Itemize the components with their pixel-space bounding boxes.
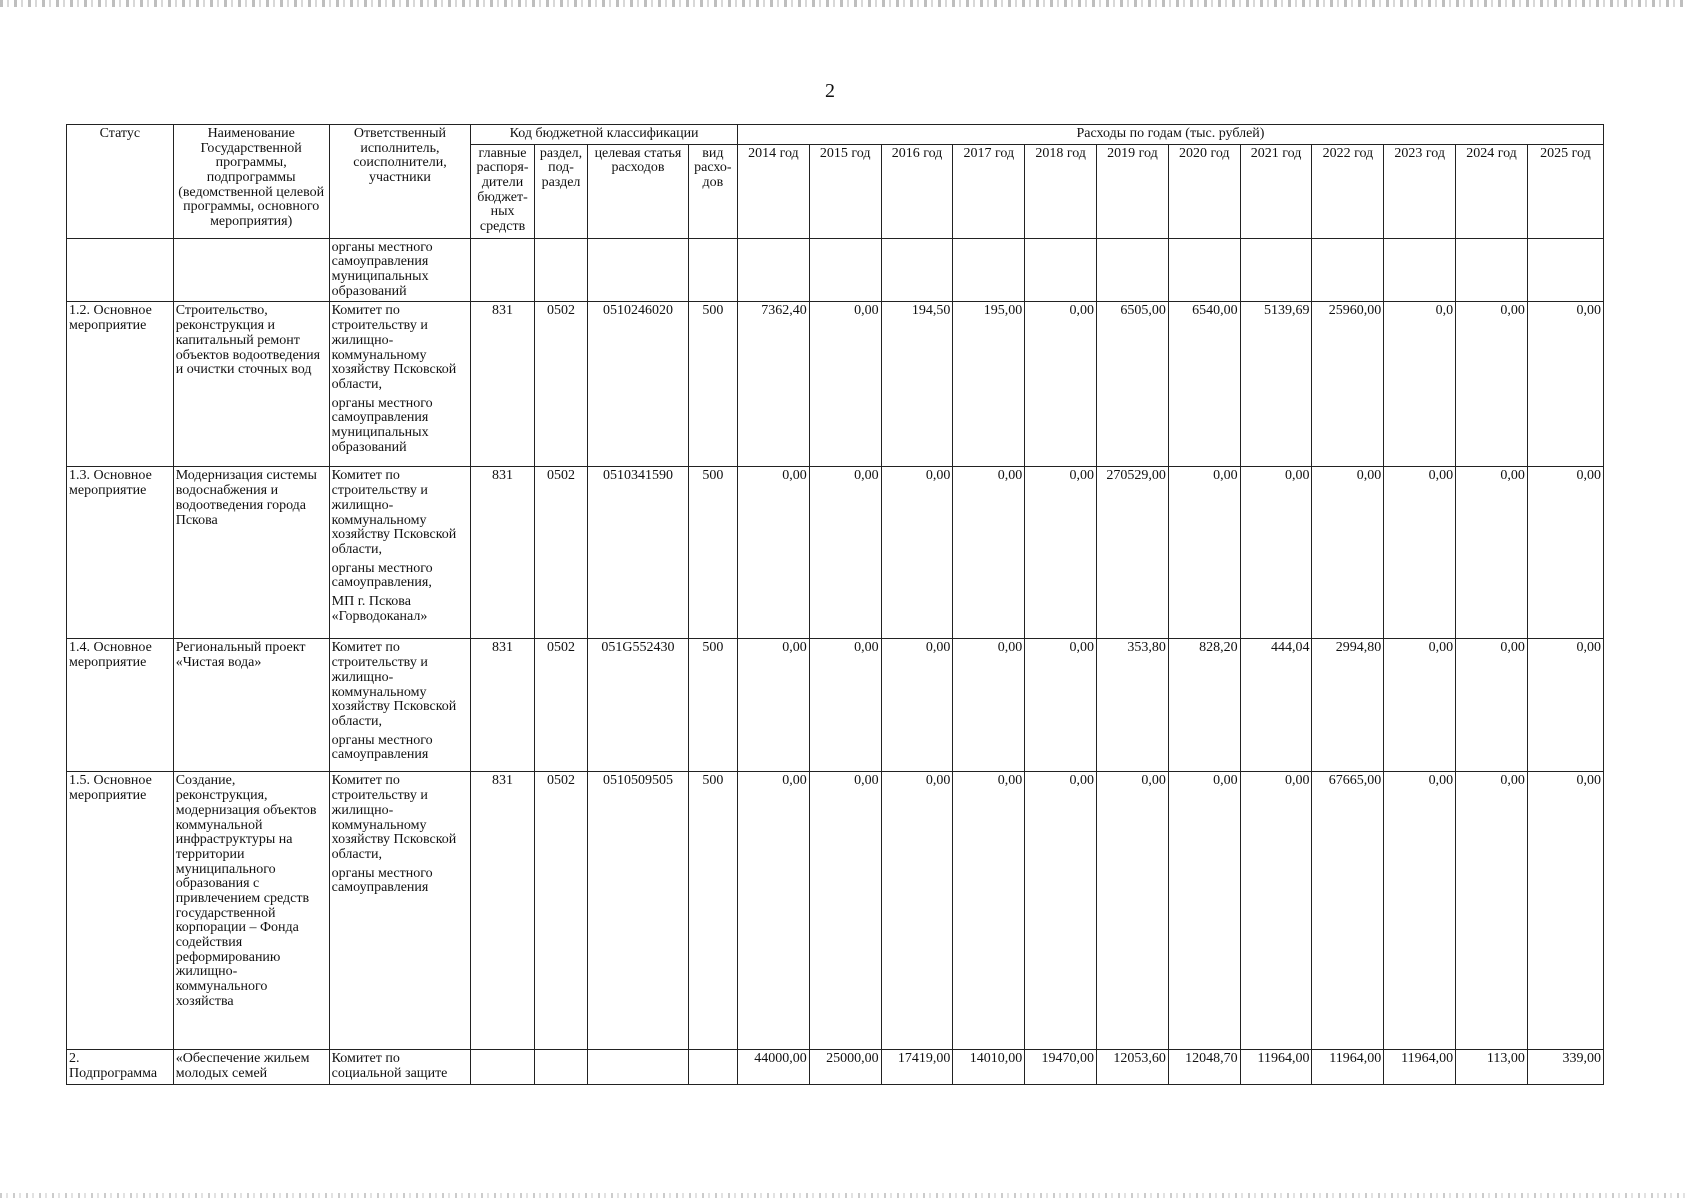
cell-code	[588, 1050, 689, 1084]
cell-value: 44000,00	[737, 1050, 809, 1084]
cell-value: 0,00	[1025, 302, 1097, 467]
cell-name: «Обеспечение жильем молодых семей	[173, 1050, 329, 1084]
page-number: 2	[825, 80, 835, 102]
col-header-year: 2016 год	[881, 144, 953, 238]
budget-table	[66, 124, 1604, 1085]
cell-value: 12048,70	[1168, 1050, 1240, 1084]
cell-value: 0,00	[809, 772, 881, 1050]
cell-value: 0,00	[1527, 772, 1603, 1050]
responsible-line: Комитет по строительству и жилищно-коммунальному хозяйству Псковской области,	[331, 773, 457, 862]
col-header-year: 2014 год	[737, 144, 809, 238]
cell-status: 2. Подпрограмма	[67, 1050, 174, 1084]
cell-code: 0502	[534, 772, 587, 1050]
cell-value: 0,00	[1456, 772, 1528, 1050]
cell-value: 11964,00	[1240, 1050, 1312, 1084]
cell-value: 353,80	[1097, 639, 1169, 772]
cell-value: 339,00	[1527, 1050, 1603, 1084]
cell-value: 0,00	[1527, 302, 1603, 467]
cell-code: 500	[688, 639, 737, 772]
cell-value: 0,00	[881, 639, 953, 772]
cell-value	[1456, 238, 1528, 302]
col-header-bcc-target: целевая статья расходов	[588, 144, 689, 238]
cell-code: 500	[688, 772, 737, 1050]
cell-value	[1527, 238, 1603, 302]
cell-value: 195,00	[953, 302, 1025, 467]
col-header-year: 2017 год	[953, 144, 1025, 238]
cell-value: 0,00	[1097, 772, 1169, 1050]
cell-value: 0,00	[1025, 639, 1097, 772]
cell-value: 0,00	[1384, 772, 1456, 1050]
cell-code	[471, 238, 535, 302]
cell-status: 1.4. Основное мероприятие	[67, 639, 174, 772]
col-header-year: 2023 год	[1384, 144, 1456, 238]
cell-value	[881, 238, 953, 302]
cell-code: 0510341590	[588, 467, 689, 639]
cell-name: Создание, реконструкция, модернизация объектов коммунальной инфраструктуры на территории муниципального образования с привлечением средств государственной корпорации – Фонда содействия реформированию жилищно-коммунального хозяйства	[173, 772, 329, 1050]
cell-value	[1097, 238, 1169, 302]
cell-value	[1384, 238, 1456, 302]
table-row	[67, 238, 1604, 302]
cell-code: 0502	[534, 639, 587, 772]
cell-code: 500	[688, 467, 737, 639]
cell-name	[173, 238, 329, 302]
cell-value: 0,00	[1312, 467, 1384, 639]
cell-value: 0,00	[1527, 467, 1603, 639]
cell-value: 0,00	[1240, 467, 1312, 639]
table-row	[67, 1050, 1604, 1084]
table-row	[67, 467, 1604, 639]
cell-value: 0,00	[953, 467, 1025, 639]
responsible-line: Комитет по социальной защите	[331, 1051, 448, 1082]
cell-value: 0,00	[1456, 302, 1528, 467]
cell-value: 828,20	[1168, 639, 1240, 772]
cell-value: 0,00	[1168, 772, 1240, 1050]
cell-code: 831	[471, 302, 535, 467]
responsible-line: органы местного самоуправления муниципальных образований	[331, 239, 433, 299]
cell-value: 113,00	[1456, 1050, 1528, 1084]
cell-value: 0,00	[881, 467, 953, 639]
cell-value: 2994,80	[1312, 639, 1384, 772]
responsible-line: Комитет по строительству и жилищно-коммунальному хозяйству Псковской области,	[331, 468, 457, 557]
col-header-responsible: Ответственный исполнитель, соисполнители, участники	[329, 125, 471, 239]
col-header-years-group: Расходы по годам (тыс. рублей)	[737, 125, 1603, 145]
cell-value: 0,00	[1025, 772, 1097, 1050]
col-header-year: 2015 год	[809, 144, 881, 238]
cell-responsible	[329, 639, 471, 772]
cell-value: 0,00	[1527, 639, 1603, 772]
col-header-status: Статус	[67, 125, 174, 239]
cell-value: 194,50	[881, 302, 953, 467]
cell-value	[1168, 238, 1240, 302]
scan-edge-top	[0, 0, 1686, 7]
cell-code	[471, 1050, 535, 1084]
cell-code: 0502	[534, 302, 587, 467]
cell-value: 7362,40	[737, 302, 809, 467]
cell-code	[534, 238, 587, 302]
cell-value: 0,00	[1384, 639, 1456, 772]
cell-value	[1312, 238, 1384, 302]
cell-value: 17419,00	[881, 1050, 953, 1084]
cell-name: Региональный проект «Чистая вода»	[173, 639, 329, 772]
responsible-line: Комитет по строительству и жилищно-коммунальному хозяйству Псковской области,	[331, 640, 457, 729]
cell-value: 0,00	[953, 772, 1025, 1050]
cell-code: 0502	[534, 467, 587, 639]
cell-responsible	[329, 772, 471, 1050]
col-header-year: 2018 год	[1025, 144, 1097, 238]
cell-value: 5139,69	[1240, 302, 1312, 467]
col-header-bcc-type: вид расхо-дов	[688, 144, 737, 238]
cell-value	[809, 238, 881, 302]
col-header-year: 2025 год	[1527, 144, 1603, 238]
cell-value: 0,00	[1025, 467, 1097, 639]
cell-value	[737, 238, 809, 302]
col-header-bcc-grbs: главные распоря-дители бюджет-ных средств	[471, 144, 535, 238]
cell-value: 14010,00	[953, 1050, 1025, 1084]
col-header-year: 2019 год	[1097, 144, 1169, 238]
cell-value: 0,00	[953, 639, 1025, 772]
col-header-year: 2024 год	[1456, 144, 1528, 238]
cell-responsible	[329, 1050, 471, 1084]
responsible-line: Комитет по строительству и жилищно-коммунальному хозяйству Псковской области,	[331, 303, 457, 392]
cell-value	[1025, 238, 1097, 302]
cell-responsible	[329, 238, 471, 302]
cell-value: 19470,00	[1025, 1050, 1097, 1084]
cell-value: 444,04	[1240, 639, 1312, 772]
cell-code	[688, 1050, 737, 1084]
cell-value: 25960,00	[1312, 302, 1384, 467]
col-header-year: 2021 год	[1240, 144, 1312, 238]
cell-name: Строительство, реконструкция и капитальный ремонт объектов водоотведения и очистки сточных вод	[173, 302, 329, 467]
cell-value: 6505,00	[1097, 302, 1169, 467]
col-header-year: 2022 год	[1312, 144, 1384, 238]
cell-responsible	[329, 467, 471, 639]
cell-value: 0,00	[809, 639, 881, 772]
cell-value: 0,00	[737, 772, 809, 1050]
cell-value: 0,00	[809, 467, 881, 639]
cell-status: 1.5. Основное мероприятие	[67, 772, 174, 1050]
cell-code	[534, 1050, 587, 1084]
cell-name: Модернизация системы водоснабжения и водоотведения города Пскова	[173, 467, 329, 639]
cell-value: 0,00	[1168, 467, 1240, 639]
cell-value: 11964,00	[1312, 1050, 1384, 1084]
cell-code: 831	[471, 467, 535, 639]
table-row	[67, 302, 1604, 467]
cell-value: 0,00	[1456, 639, 1528, 772]
cell-status: 1.2. Основное мероприятие	[67, 302, 174, 467]
cell-value: 0,00	[1240, 772, 1312, 1050]
cell-code	[588, 238, 689, 302]
col-header-year: 2020 год	[1168, 144, 1240, 238]
cell-code: 051G552430	[588, 639, 689, 772]
cell-value: 0,00	[1384, 467, 1456, 639]
cell-value: 0,00	[1456, 467, 1528, 639]
cell-responsible	[329, 302, 471, 467]
cell-value: 0,00	[881, 772, 953, 1050]
header-row-1	[67, 125, 1604, 145]
cell-code	[688, 238, 737, 302]
cell-value: 11964,00	[1384, 1050, 1456, 1084]
responsible-line: МП г. Пскова «Горводоканал»	[331, 593, 428, 624]
cell-code: 500	[688, 302, 737, 467]
cell-value: 6540,00	[1168, 302, 1240, 467]
col-header-bcc-group: Код бюджетной классификации	[471, 125, 738, 145]
col-header-bcc-section: раздел, под-раздел	[534, 144, 587, 238]
cell-status: 1.3. Основное мероприятие	[67, 467, 174, 639]
cell-code: 831	[471, 639, 535, 772]
cell-value: 12053,60	[1097, 1050, 1169, 1084]
responsible-line: органы местного самоуправления,	[331, 560, 433, 591]
responsible-line: органы местного самоуправления	[331, 865, 433, 896]
cell-value: 270529,00	[1097, 467, 1169, 639]
col-header-name: Наименование Государственной программы, подпрограммы (ведомственной целевой программы, основного мероприятия)	[173, 125, 329, 239]
cell-value: 25000,00	[809, 1050, 881, 1084]
cell-value: 0,0	[1384, 302, 1456, 467]
cell-value: 0,00	[809, 302, 881, 467]
cell-code: 0510509505	[588, 772, 689, 1050]
scan-edge-bottom	[0, 1193, 1686, 1198]
table-row	[67, 772, 1604, 1050]
table-row	[67, 639, 1604, 772]
cell-code: 831	[471, 772, 535, 1050]
cell-code: 0510246020	[588, 302, 689, 467]
responsible-line: органы местного самоуправления муниципальных образований	[331, 395, 433, 455]
responsible-line: органы местного самоуправления	[331, 732, 433, 763]
cell-value	[1240, 238, 1312, 302]
cell-value: 0,00	[737, 639, 809, 772]
cell-value: 0,00	[737, 467, 809, 639]
cell-value: 67665,00	[1312, 772, 1384, 1050]
cell-status	[67, 238, 174, 302]
cell-value	[953, 238, 1025, 302]
